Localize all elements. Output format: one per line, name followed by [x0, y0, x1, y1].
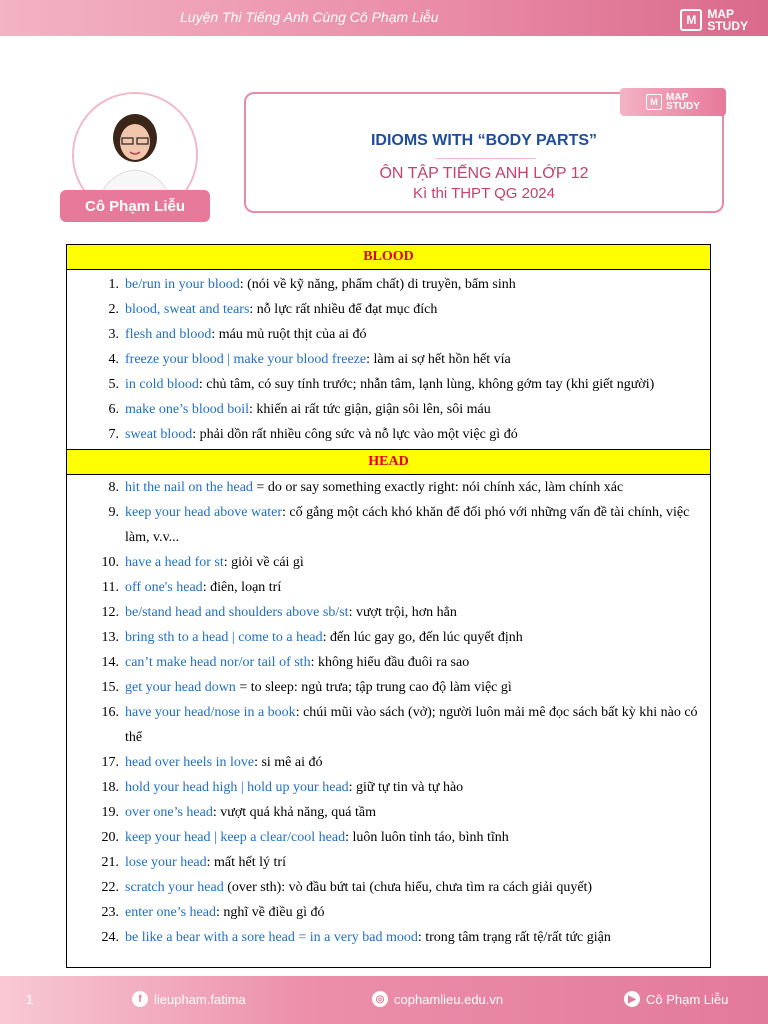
list-item: [67, 272, 710, 297]
globe-icon: ◎: [372, 991, 388, 1007]
list-item: [67, 550, 710, 575]
list-item: [67, 422, 710, 447]
logo-line-2: STUDY: [666, 101, 700, 112]
idiom-phrase: scratch your head: [125, 880, 224, 895]
footer-youtube[interactable]: [624, 991, 728, 1007]
item-number: 7.: [108, 427, 119, 442]
idiom-meaning: = do or say something exactly right: nói chính xác, làm chính xác: [252, 480, 624, 495]
idiom-phrase: have your head/nose in a book: [125, 705, 296, 720]
head-idiom-list: [67, 475, 710, 950]
footer-website[interactable]: [372, 991, 503, 1007]
item-number: 14.: [101, 655, 119, 670]
logo-line-2: STUDY: [707, 19, 748, 33]
list-item: [67, 700, 710, 750]
list-item: [67, 825, 710, 850]
idiom-phrase: off one's head: [125, 580, 203, 595]
idiom-meaning: : giữ tự tin và tự hào: [348, 780, 464, 795]
list-item: [67, 297, 710, 322]
list-item: [67, 322, 710, 347]
blood-idiom-list: [67, 270, 710, 449]
website-url: cophamlieu.edu.vn: [394, 991, 504, 1007]
idiom-phrase: enter one’s head: [125, 905, 216, 920]
item-number: 4.: [108, 352, 119, 367]
item-number: 18.: [101, 780, 119, 795]
list-item: [67, 800, 710, 825]
item-number: 5.: [108, 377, 119, 392]
list-item: [67, 650, 710, 675]
item-number: 11.: [102, 580, 119, 595]
item-number: 20.: [101, 830, 119, 845]
idiom-phrase: be like a bear with a sore head = in a very bad mood: [125, 930, 418, 945]
list-item: [67, 625, 710, 650]
idiom-meaning: : không hiểu đầu đuôi ra sao: [310, 655, 470, 670]
facebook-icon: f: [132, 991, 148, 1007]
idiom-meaning: : chủ tâm, có suy tính trước; nhẫn tâm, lạnh lùng, không gớm tay (khi giết người): [198, 377, 655, 392]
item-number: 19.: [101, 805, 119, 820]
item-number: 16.: [101, 705, 119, 720]
idiom-phrase: keep your head above water: [125, 505, 283, 520]
item-number: 15.: [101, 680, 119, 695]
item-number: 3.: [108, 327, 119, 342]
idiom-meaning: : luôn luôn tỉnh táo, bình tĩnh: [345, 830, 509, 845]
idiom-phrase: be/stand head and shoulders above sb/st: [125, 605, 349, 620]
top-banner: [0, 0, 768, 36]
idiom-phrase: be/run in your blood: [125, 277, 240, 292]
idiom-meaning: = to sleep: ngủ trưa; tập trung cao độ làm việc gì: [235, 680, 512, 695]
map-study-logo-icon: M: [646, 94, 662, 110]
list-item: [67, 750, 710, 775]
idiom-meaning: : đến lúc gay go, đến lúc quyết định: [322, 630, 523, 645]
item-number: 21.: [101, 855, 119, 870]
list-item: [67, 875, 710, 900]
item-number: 24.: [101, 930, 119, 945]
youtube-channel: Cô Phạm Liễu: [646, 991, 729, 1007]
item-number: 12.: [101, 605, 119, 620]
map-study-logo-icon: M: [680, 9, 702, 31]
section-heading-head: HEAD: [67, 449, 710, 475]
idiom-phrase: hit the nail on the head: [125, 480, 253, 495]
idiom-phrase: over one’s head: [125, 805, 213, 820]
facebook-handle: lieupham.fatima: [154, 991, 246, 1007]
page-title: IDIOMS WITH “BODY PARTS”: [370, 132, 598, 149]
list-item: [67, 475, 710, 500]
idiom-phrase: blood, sweat and tears: [125, 302, 250, 317]
list-item: [67, 850, 710, 875]
item-number: 1.: [108, 277, 119, 292]
item-number: 10.: [101, 555, 119, 570]
idioms-table: [66, 244, 711, 968]
item-number: 23.: [101, 905, 119, 920]
list-item: [67, 347, 710, 372]
idiom-meaning: : điên, loạn trí: [202, 580, 282, 595]
item-number: 17.: [101, 755, 119, 770]
section-heading-blood: BLOOD: [67, 245, 710, 270]
idiom-meaning: : si mê ai đó: [254, 755, 323, 770]
teacher-name-badge: Cô Phạm Liễu: [60, 190, 210, 222]
idiom-phrase: sweat blood: [125, 427, 193, 442]
list-item: [67, 397, 710, 422]
idiom-meaning: : làm ai sợ hết hồn hết vía: [366, 352, 511, 367]
idiom-meaning: : trong tâm trạng rất tệ/rất tức giận: [417, 930, 611, 945]
idiom-meaning: : cố gắng một cách khó khăn để đối phó với những vấn đề tài chính, việc làm, v.v...: [125, 505, 690, 545]
idiom-meaning: : khiến ai rất tức giận, giận sôi lên, sôi máu: [249, 402, 491, 417]
list-item: [67, 600, 710, 625]
idiom-phrase: freeze your blood | make your blood freeze: [125, 352, 367, 367]
idiom-meaning: : mất hết lý trí: [206, 855, 286, 870]
idiom-phrase: keep your head | keep a clear/cool head: [125, 830, 346, 845]
list-item: [67, 775, 710, 800]
item-number: 22.: [101, 880, 119, 895]
idiom-phrase: hold your head high | hold up your head: [125, 780, 349, 795]
idiom-phrase: flesh and blood: [125, 327, 212, 342]
idiom-meaning: : phải dồn rất nhiều công sức và nỗ lực vào một việc gì đó: [192, 427, 518, 442]
subtitle-grade: ÔN TẬP TIẾNG ANH LỚP 12: [379, 165, 589, 182]
idiom-phrase: get your head down: [125, 680, 236, 695]
list-item: [67, 925, 710, 950]
idiom-phrase: bring sth to a head | come to a head: [125, 630, 323, 645]
title-divider: [436, 158, 536, 159]
youtube-icon: ▶: [624, 991, 640, 1007]
idiom-phrase: in cold blood: [125, 377, 199, 392]
item-number: 9.: [108, 505, 119, 520]
idiom-meaning: : giỏi về cái gì: [223, 555, 304, 570]
banner-title: Luyện Thi Tiếng Anh Cùng Cô Phạm Liễu: [180, 9, 439, 25]
item-number: 13.: [101, 630, 119, 645]
item-number: 2.: [108, 302, 119, 317]
item-number: 6.: [108, 402, 119, 417]
list-item: [67, 900, 710, 925]
idiom-meaning: : nghĩ về điều gì đó: [215, 905, 325, 920]
map-study-logo: [680, 8, 748, 32]
list-item: [67, 372, 710, 397]
logo-line-1: MAP: [666, 92, 689, 103]
idiom-meaning: : (nói về kỹ năng, phẩm chất) di truyền, bẩm sinh: [239, 277, 516, 292]
list-item: [67, 500, 710, 550]
logo-line-1: MAP: [707, 7, 734, 21]
idiom-phrase: make one’s blood boil: [125, 402, 250, 417]
idiom-phrase: have a head for st: [125, 555, 224, 570]
footer-bar: [0, 976, 768, 1024]
list-item: [67, 675, 710, 700]
idiom-phrase: can’t make head nor/or tail of sth: [125, 655, 311, 670]
idiom-phrase: head over heels in love: [125, 755, 255, 770]
card-logo-tab: [620, 88, 726, 116]
idiom-meaning: : máu mủ ruột thịt của ai đó: [211, 327, 367, 342]
idiom-meaning: : chúi mũi vào sách (vở); người luôn mải mê đọc sách bất kỳ khi nào có thể: [125, 705, 698, 745]
idiom-meaning: (over sth): vò đầu bứt tai (chưa hiểu, chưa tìm ra cách giải quyết): [223, 880, 593, 895]
item-number: 8.: [108, 480, 119, 495]
idiom-meaning: : nỗ lực rất nhiều để đạt mục đích: [249, 302, 438, 317]
subtitle-exam: Kì thi THPT QG 2024: [412, 185, 555, 202]
footer-facebook[interactable]: [132, 991, 246, 1007]
page-number: 1: [26, 992, 34, 1007]
idiom-phrase: lose your head: [125, 855, 207, 870]
list-item: [67, 575, 710, 600]
idiom-meaning: : vượt trội, hơn hẳn: [348, 605, 457, 620]
idiom-meaning: : vượt quá khả năng, quá tầm: [212, 805, 376, 820]
